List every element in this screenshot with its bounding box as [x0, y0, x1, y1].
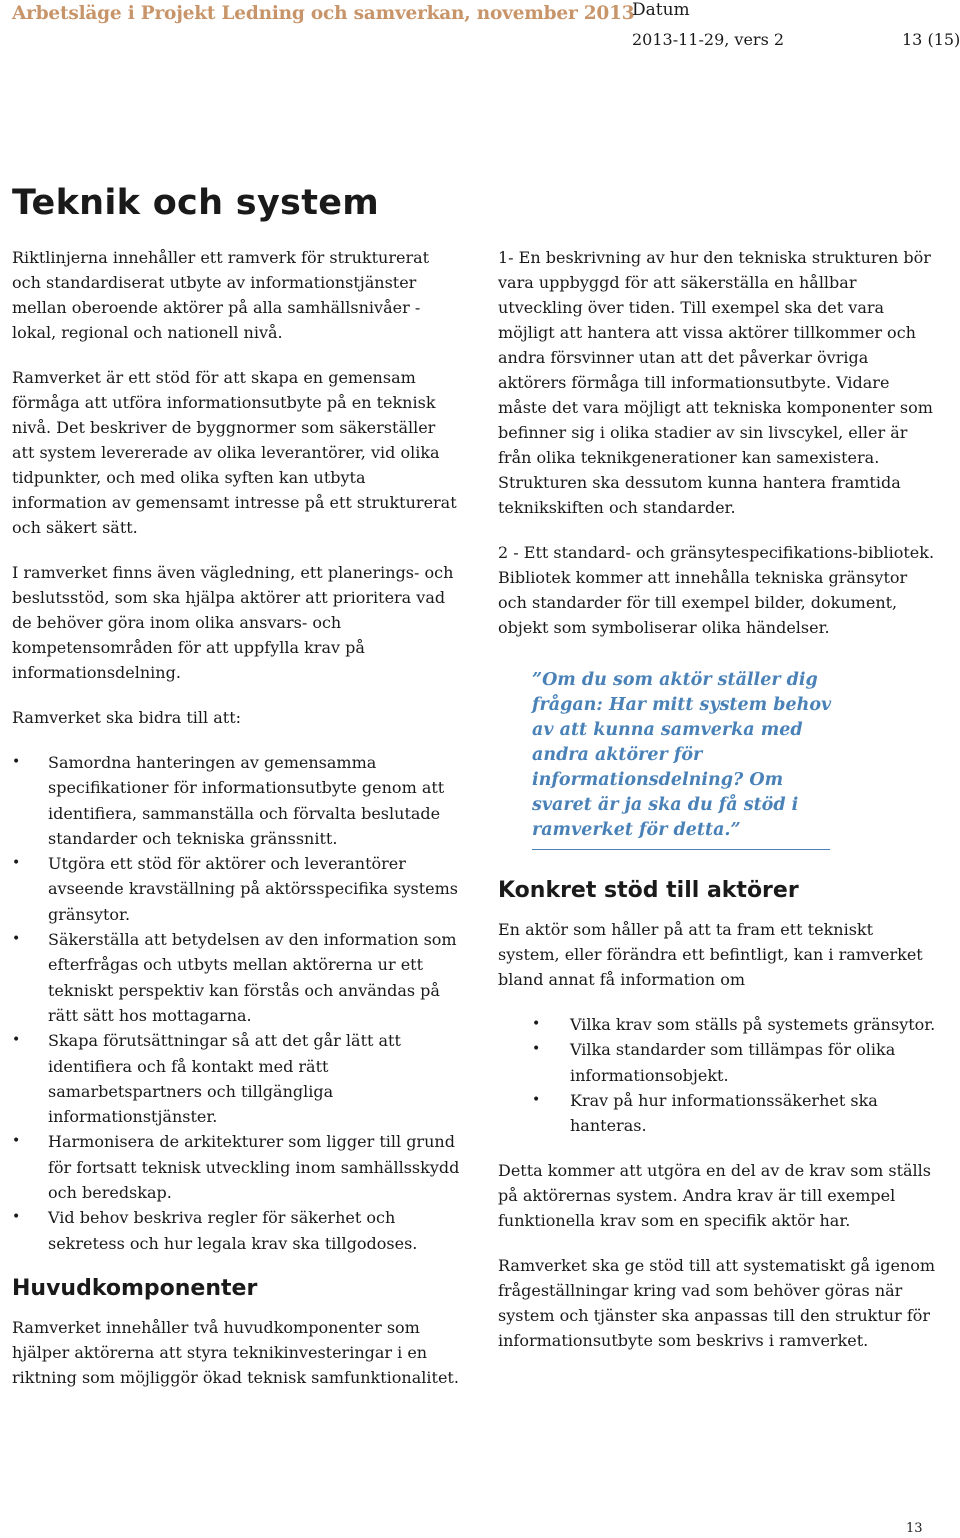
list-item: • Samordna hanteringen av gemensamma specifikationer för informationsutbyte genom att identifiera, sammanställa och förvalta beslutade standarder och tekniska gränssnitt.: [12, 750, 462, 851]
intro-paragraph: Riktlinjerna innehåller ett ramverk för strukturerat och standardiserat utbyte av informationstjänster mellan oberoende aktörer på alla samhällsnivåer - lokal, regional och nationell nivå.: [12, 248, 430, 342]
left-column: [12, 245, 462, 1390]
bullet-icon: •: [12, 1209, 21, 1226]
contribution-list: [12, 750, 462, 1256]
main-components-heading: Huvudkomponenter: [12, 1275, 258, 1301]
requirements-paragraph: Detta kommer att utgöra en del av de krav som ställs på aktörernas system. Andra krav är till exempel funktionella krav som en specifik aktör har.: [498, 1161, 931, 1231]
contribution-lead: Ramverket ska bidra till att:: [12, 708, 242, 727]
bullet-icon: •: [12, 1133, 21, 1150]
bullet-icon: •: [12, 754, 21, 770]
list-item: • Skapa förutsättningar så att det går lätt att identifiera och få kontakt med rätt samarbetspartners och tillgängliga informationstjänster.: [12, 1028, 462, 1129]
bullet-icon: •: [12, 1032, 21, 1049]
bullet-icon: •: [532, 1091, 541, 1108]
requirements-list: [532, 1012, 938, 1138]
guidance-paragraph: I ramverket finns även vägledning, ett planerings- och beslutsstöd, som ska hjälpa aktörer att prioritera vad de behöver göra inom olika ansvars- och kompetensområden för att uppfylla krav på informationsdelning.: [12, 563, 454, 682]
framework-paragraph: Ramverket är ett stöd för att skapa en gemensam förmåga att utföra informationsutbyte på en teknisk nivå. Det beskriver de byggnormer som säkerställer att system levererade av olika leverantörer, vid olika tidpunkter, och med olika syften kan utbyta information av gemensamt intresse på ett strukturerat och säkert sätt.: [12, 368, 457, 537]
list-item: • Utgöra ett stöd för aktörer och leverantörer avseende kravställning på aktörsspecifika systems gränsytor.: [12, 851, 462, 927]
component-two-paragraph: 2 - Ett standard- och gränsytespecifikations-bibliotek. Bibliotek kommer att innehålla tekniska gränsytor och standarder för till exempel bilder, dokument, objekt som symboliserar olika händelser.: [498, 543, 935, 637]
bullet-icon: •: [532, 1041, 541, 1058]
component-one-paragraph: 1- En beskrivning av hur den tekniska strukturen bör vara uppbyggd för att säkerställa en hållbar utveckling över tiden. Till exempel ska det vara möjligt att hantera att vissa aktörer tillkommer och andra försvinner utan att det påverkar övriga aktörers förmåga till informationsutbyte. Vidare måste det vara möjligt att tekniska komponenter som befinner sig i olika stadier av sin livscykel, eller är från olika teknikgenerationer kan samexistera. Strukturen ska dessutom kunna hantera framtida teknikskiften och standarder.: [498, 248, 933, 517]
page-indicator: 13 (15): [902, 30, 960, 49]
concrete-support-heading: Konkret stöd till aktörer: [498, 878, 799, 903]
section-title: Teknik och system: [12, 183, 380, 223]
list-item: • Krav på hur informationssäkerhet ska hanteras.: [532, 1088, 938, 1139]
list-item: • Vilka krav som ställs på systemets gränsytor.: [532, 1012, 938, 1037]
document-header-title: Arbetsläge i Projekt Ledning och samverkan, november 2013: [12, 3, 635, 24]
right-column: [498, 245, 938, 1353]
footer-page-number: 13: [906, 1521, 923, 1536]
date-label: Datum: [632, 0, 690, 20]
list-item: • Säkerställa att betydelsen av den information som efterfrågas och utbyts mellan aktörerna ur ett tekniskt perspektiv kan förstås och användas på rätt sätt hos mottagarna.: [12, 927, 462, 1028]
quote-divider: [532, 849, 830, 850]
date-value: 2013-11-29, vers 2: [632, 30, 785, 49]
bullet-icon: •: [12, 931, 21, 948]
bullet-icon: •: [12, 855, 21, 872]
systematic-support-paragraph: Ramverket ska ge stöd till att systematiskt gå igenom frågeställningar kring vad som behöver göras när system och tjänster ska anpassas till den struktur för informationsutbyte som beskrivs i ramverket.: [498, 1256, 936, 1351]
pull-quote: ”Om du som aktör ställer dig frågan: Har mitt system behov av att kunna samverka med andra aktörer för informationsdelning? Om svaret är ja ska du få stöd i ramverket för detta.”: [532, 670, 832, 840]
list-item: • Vid behov beskriva regler för säkerhet och sekretess och hur legala krav ska tillgodoses.: [12, 1205, 462, 1256]
list-item: • Vilka standarder som tillämpas för olika informationsobjekt.: [532, 1037, 938, 1088]
actor-paragraph: En aktör som håller på att ta fram ett tekniskt system, eller förändra ett befintligt, kan i ramverket bland annat få information om: [498, 920, 923, 989]
list-item: • Harmonisera de arkitekturer som ligger till grund för fortsatt teknisk utveckling inom samhällsskydd och beredskap.: [12, 1129, 462, 1205]
main-components-paragraph: Ramverket innehåller två huvudkomponenter som hjälper aktörerna att styra teknikinvesteringar i en riktning som möjliggör ökad teknisk samfunktionalitet.: [12, 1317, 459, 1387]
bullet-icon: •: [532, 1016, 541, 1032]
